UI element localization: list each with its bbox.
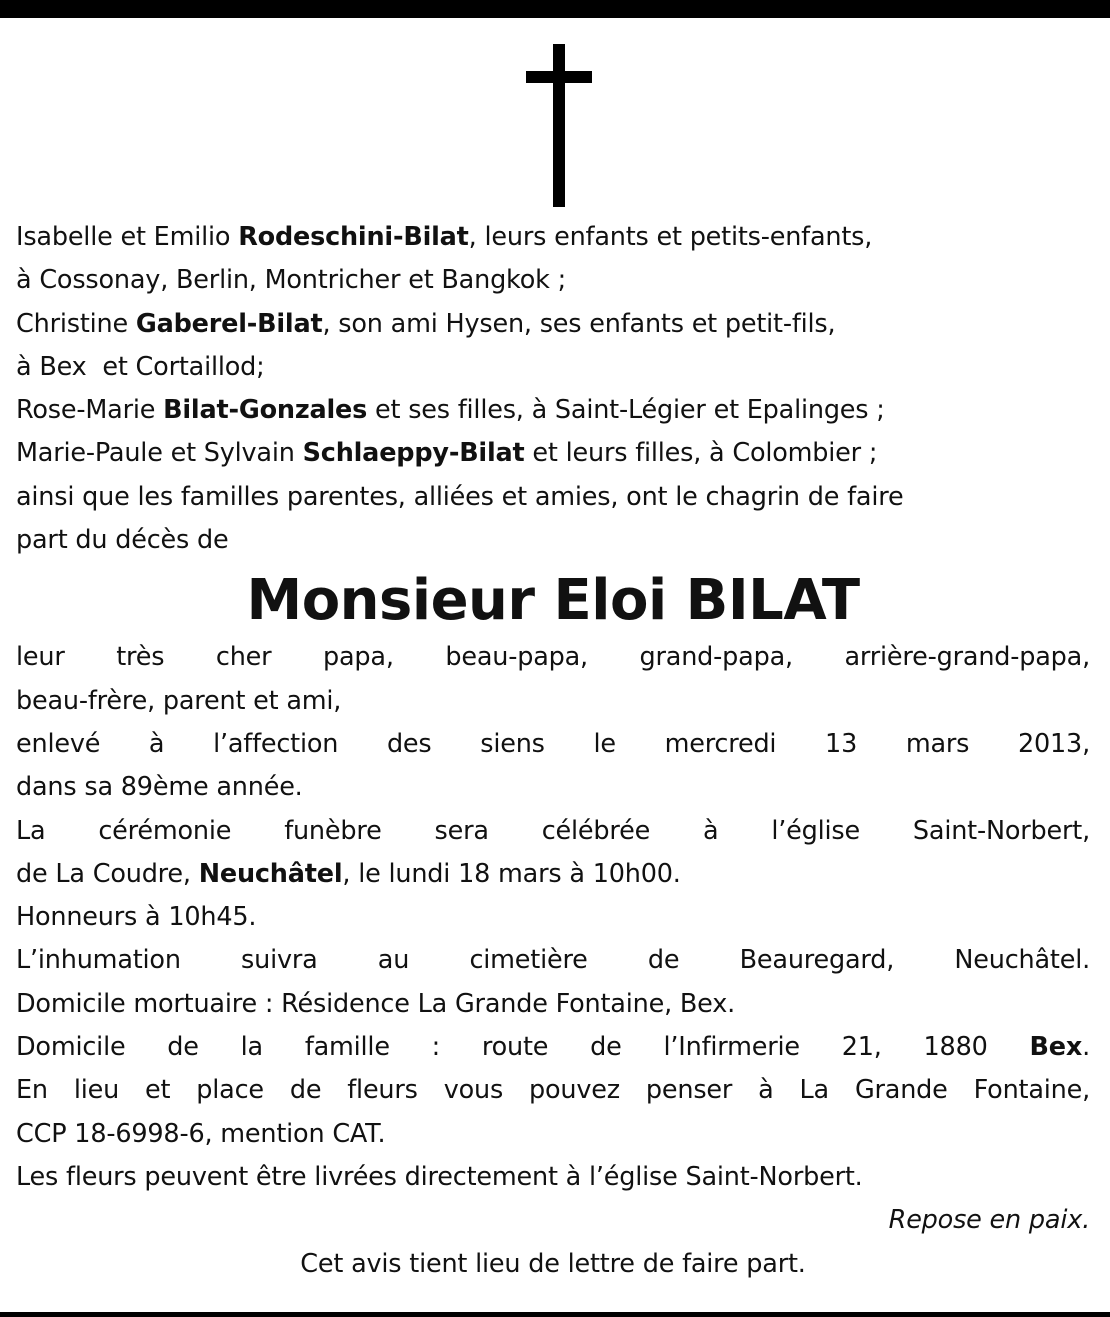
footer-notice: Cet avis tient lieu de lettre de faire part. <box>300 1248 806 1279</box>
family-line-1-post: , leurs enfants et petits-enfants, <box>468 222 873 252</box>
family-city: Bex <box>1029 1032 1083 1063</box>
cross-vertical-bar <box>553 44 565 207</box>
body-line-4: dans sa 89ème année. <box>16 772 303 803</box>
family-name-bilat-gonzales: Bilat-Gonzales <box>163 395 368 426</box>
body-line-6 <box>16 853 1090 896</box>
body-line-11: En lieu et place de fleurs vous pouvez penser à La Grande Fontaine, <box>16 1075 1090 1106</box>
family-name-rodeschini-bilat: Rodeschini-Bilat <box>238 222 469 252</box>
family-line-3 <box>16 303 1090 346</box>
body-line-10 <box>16 1026 1090 1069</box>
body-line-2: beau-frère, parent et ami, <box>16 685 342 716</box>
family-line-1-pre: Isabelle et Emilio <box>16 222 239 252</box>
family-line-5 <box>16 389 1090 432</box>
body-line-7: Honneurs à 10h45. <box>16 902 257 933</box>
bottom-border-rule <box>0 1312 1110 1317</box>
body-line-3: enlevé à l’affection des siens le mercredi 13 mars 2013, <box>16 728 1090 759</box>
family-line-5-post: et ses filles, à Saint-Légier et Epalinges ; <box>367 395 885 426</box>
body-line-9: Domicile mortuaire : Résidence La Grande Fontaine, Bex. <box>16 988 736 1019</box>
family-line-4: à Bex et Cortaillod; <box>16 351 265 382</box>
closing-phrase: Repose en paix. <box>888 1205 1090 1236</box>
body-line-8: L’inhumation suivra au cimetière de Beauregard, Neuchâtel. <box>16 945 1090 976</box>
obituary-text <box>16 216 1090 1286</box>
body-line-6-post: , le lundi 18 mars à 10h00. <box>342 858 681 889</box>
family-line-3-pre: Christine <box>16 308 136 339</box>
top-border-rule <box>0 0 1110 18</box>
family-line-5-pre: Rose-Marie <box>16 395 164 426</box>
body-line-5: La cérémonie funèbre sera célébrée à l’église Saint-Norbert, <box>16 815 1090 846</box>
family-line-8: part du décès de <box>16 525 229 556</box>
cross-horizontal-bar <box>526 71 592 83</box>
family-line-3-post: , son ami Hysen, ses enfants et petit-fils, <box>322 308 836 339</box>
family-line-6 <box>16 432 1090 475</box>
family-name-gaberel-bilat: Gaberel-Bilat <box>135 308 323 339</box>
family-line-6-pre: Marie-Paule et Sylvain <box>16 438 303 469</box>
body-line-6-pre: de La Coudre, <box>16 858 199 889</box>
body-line-10-post: . <box>1082 1032 1090 1063</box>
family-line-6-post: et leurs filles, à Colombier ; <box>524 438 878 469</box>
body-line-1: leur très cher papa, beau-papa, grand-papa, arrière-grand-papa, <box>16 642 1090 673</box>
deceased-name-heading: Monsieur Eloi BILAT <box>246 568 860 634</box>
body-line-12: CCP 18-6998-6, mention CAT. <box>16 1118 386 1149</box>
ceremony-city: Neuchâtel <box>198 858 343 889</box>
family-line-2: à Cossonay, Berlin, Montricher et Bangkok ; <box>16 265 566 296</box>
cross-icon <box>526 44 592 207</box>
family-line-7: ainsi que les familles parentes, alliées et amies, ont le chagrin de faire <box>16 481 904 512</box>
body-line-10-pre: Domicile de la famille : route de l’Infirmerie 21, 1880 <box>16 1032 1030 1063</box>
family-name-schlaeppy-bilat: Schlaeppy-Bilat <box>302 438 525 469</box>
body-line-13: Les fleurs peuvent être livrées directement à l’église Saint-Norbert. <box>16 1161 863 1192</box>
family-line-1 <box>16 216 1090 259</box>
